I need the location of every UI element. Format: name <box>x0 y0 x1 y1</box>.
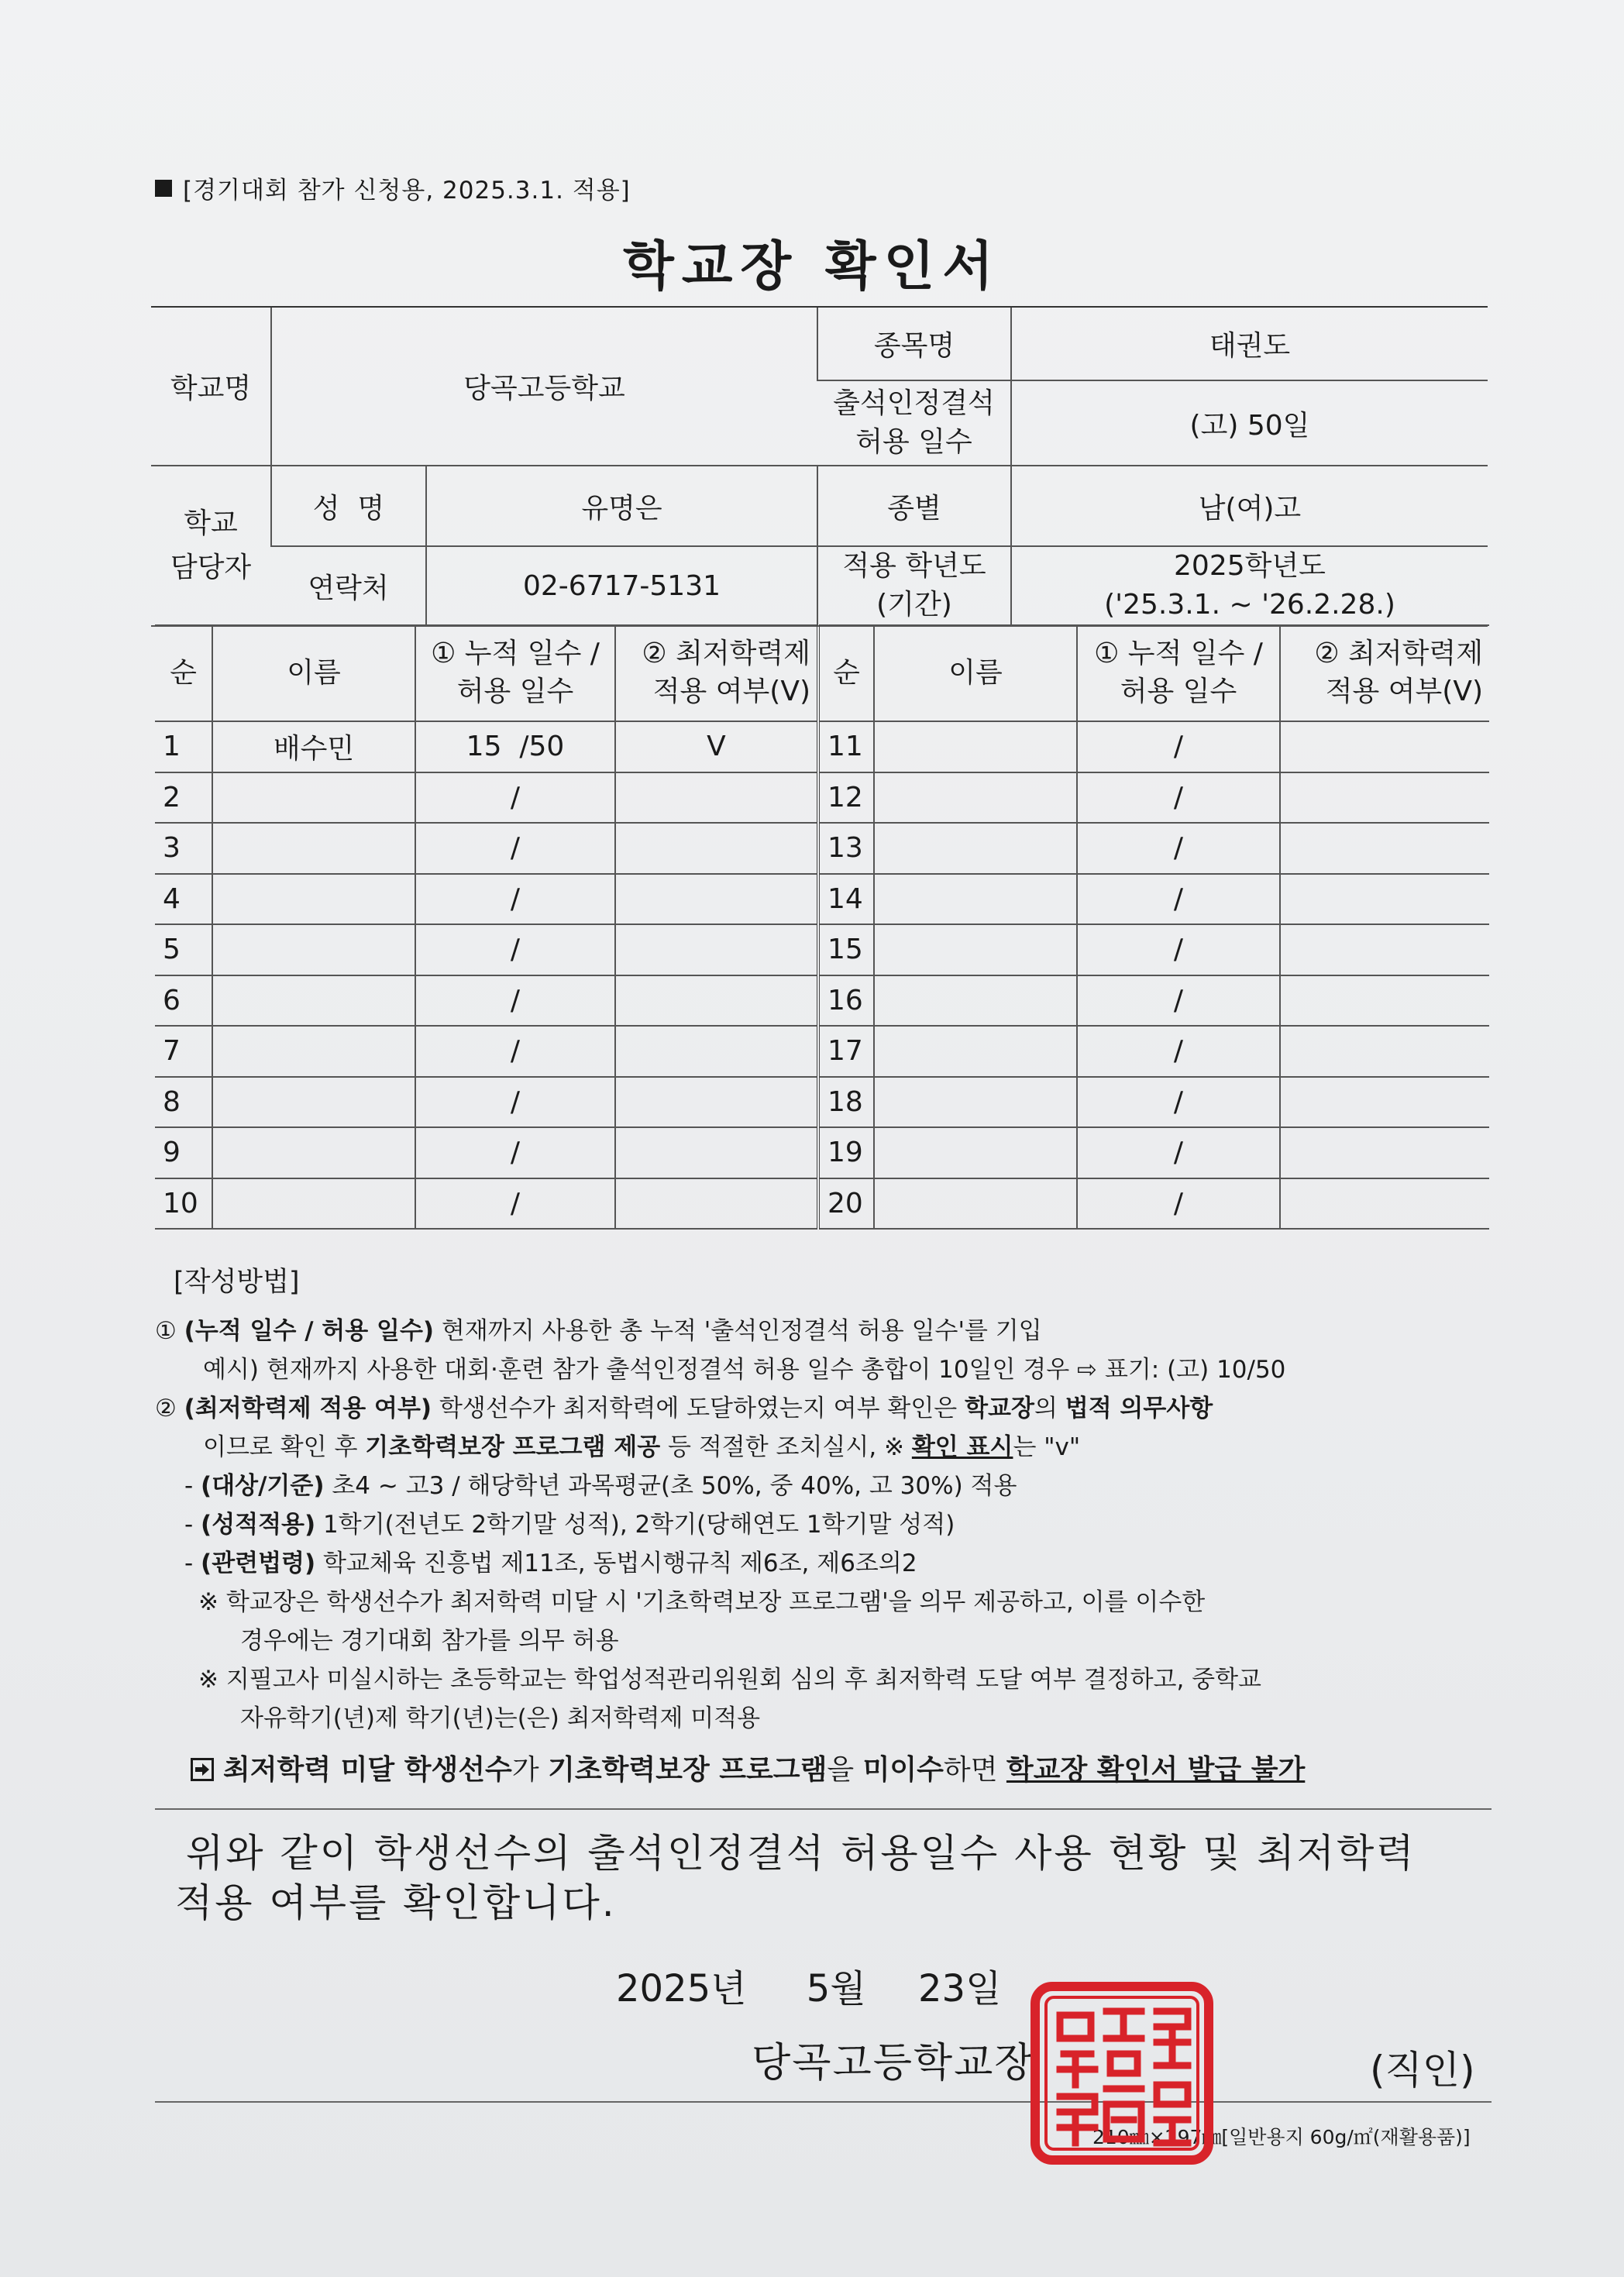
row-name <box>874 874 1077 925</box>
method-item2-line2 <box>203 1428 1495 1467</box>
seal-text: 당곡고등학교장 <box>1029 1980 1034 1981</box>
item2-num: ② <box>155 1395 177 1422</box>
method-item1-example: 예시) 현재까지 사용한 대회·훈련 참가 출석인정결석 허용 일수 총합이 10일인 경우 ⇨ 표기: (고) 10/50 <box>203 1356 1286 1384</box>
official-seal <box>1029 1980 1215 2166</box>
row-days: / <box>1077 823 1280 874</box>
sub3-bold: (관련법령) <box>201 1550 316 1577</box>
row-name <box>212 1178 415 1230</box>
header-min-line2: 적용 여부(V) <box>1325 676 1483 707</box>
event-value: 태권도 <box>1011 307 1488 380</box>
row-days: / <box>1077 1077 1280 1128</box>
header-min-line1: ② 최저학력제 <box>642 638 810 670</box>
school-info-table <box>151 306 1488 627</box>
gender-label: 종별 <box>817 466 1011 546</box>
contact-label: 연락처 <box>271 546 426 626</box>
gender-value: 남(여)고 <box>1011 466 1488 546</box>
method-note1-line1: ※ 학교장은 학생선수가 최저학력 미달 시 '기초학력보장 프로그램'을 의무 제공하고, 이를 이수한 <box>198 1588 1206 1616</box>
allowed-days-value: (고) 50일 <box>1011 380 1488 466</box>
row-days: 15 /50 <box>415 721 615 772</box>
table-row <box>155 1026 1489 1077</box>
table-row <box>155 975 1489 1027</box>
row-days: / <box>1077 1178 1280 1230</box>
row-days: / <box>415 1077 615 1128</box>
row-no: 19 <box>818 1127 874 1178</box>
header-days-line1: ① 누적 일수 / <box>1094 638 1263 670</box>
method-sub3 <box>184 1544 1495 1583</box>
method-note2-line2: 자유학기(년)제 학기(년)는(은) 최저학력제 미적용 <box>240 1704 761 1732</box>
table-row <box>155 924 1489 975</box>
warning-b: 가 <box>511 1754 549 1786</box>
row-check <box>1280 1127 1489 1178</box>
header-min-left <box>615 625 818 721</box>
footer-divider <box>155 2101 1492 2103</box>
row-check <box>1280 924 1489 975</box>
row-days: / <box>1077 1026 1280 1077</box>
row-name <box>874 1077 1077 1128</box>
row-no: 2 <box>155 772 212 824</box>
row-name: 배수민 <box>212 721 415 772</box>
row-check <box>615 1026 818 1077</box>
manager-label-line2: 담당자 <box>170 552 252 584</box>
row-name <box>874 721 1077 772</box>
row-days: / <box>1077 874 1280 925</box>
page-title: 학교장 확인서 <box>623 236 1001 298</box>
row-no: 4 <box>155 874 212 925</box>
row-no: 20 <box>818 1178 874 1230</box>
row-days: / <box>415 874 615 925</box>
row-no: 8 <box>155 1077 212 1128</box>
item1-bold: (누적 일수 / 허용 일수) <box>184 1317 435 1345</box>
section-divider <box>155 1808 1492 1810</box>
sub1-bold: (대상/기준) <box>201 1472 325 1500</box>
row-no: 3 <box>155 823 212 874</box>
row-check <box>615 1077 818 1128</box>
date-month: 5월 <box>806 1967 866 2010</box>
item2-b1: 학교장 <box>965 1395 1034 1422</box>
row-check <box>1280 823 1489 874</box>
row-no: 18 <box>818 1077 874 1128</box>
row-check <box>615 975 818 1027</box>
year-label <box>817 546 1011 626</box>
warning-f: 하면 <box>943 1754 1006 1786</box>
roster-body <box>155 721 1489 1229</box>
school-name: 당곡고등학교 <box>271 307 817 466</box>
year-value <box>1011 546 1488 626</box>
row-check <box>1280 1178 1489 1230</box>
row-name <box>874 772 1077 824</box>
row-no: 17 <box>818 1026 874 1077</box>
header-days-line2: 허용 일수 <box>1120 676 1237 707</box>
row-no: 1 <box>155 721 212 772</box>
row-days: / <box>1077 772 1280 824</box>
year-value-line2: ('25.3.1. ~ '26.2.28.) <box>1104 589 1395 621</box>
row-days: / <box>1077 975 1280 1027</box>
row-no: 12 <box>818 772 874 824</box>
name-label: 성 명 <box>271 466 426 546</box>
header-name-right: 이름 <box>874 625 1077 721</box>
warning-a: 최저학력 미달 학생선수 <box>223 1754 512 1786</box>
confirm-line2: 적용 여부를 확인합니다. <box>175 1880 617 1925</box>
signer-name: 당곡고등학교장 <box>752 2040 1035 2086</box>
row-check <box>1280 1077 1489 1128</box>
manager-label <box>151 466 271 626</box>
method-warning <box>191 1749 1495 1792</box>
table-row <box>155 1127 1489 1178</box>
header-no-left: 순 <box>155 625 212 721</box>
event-label: 종목명 <box>817 307 1011 380</box>
row-no: 9 <box>155 1127 212 1178</box>
table-row <box>155 721 1489 772</box>
row-days: / <box>1077 924 1280 975</box>
item2-text-a: 학생선수가 최저학력에 도달하였는지 여부 확인은 <box>432 1395 965 1422</box>
method-item2 <box>155 1389 1495 1428</box>
row-name <box>212 924 415 975</box>
row-name <box>212 1026 415 1077</box>
year-label-line2: (기간) <box>876 589 952 621</box>
row-no: 11 <box>818 721 874 772</box>
warning-d: 을 <box>827 1754 863 1786</box>
row-check <box>615 874 818 925</box>
row-check <box>1280 721 1489 772</box>
sub2-dash: - <box>184 1511 201 1539</box>
method-sub1 <box>184 1467 1495 1505</box>
warning-g: 학교장 확인서 발급 불가 <box>1006 1754 1306 1786</box>
row-name <box>874 924 1077 975</box>
row-days: / <box>415 975 615 1027</box>
table-row <box>155 874 1489 925</box>
item2-b2: 법적 의무사항 <box>1065 1395 1213 1422</box>
item2-text-b: 의 <box>1034 1395 1065 1422</box>
method-note1-line2: 경우에는 경기대회 참가를 의무 허용 <box>240 1627 619 1655</box>
row-name <box>874 1178 1077 1230</box>
row-no: 7 <box>155 1026 212 1077</box>
method-item1 <box>155 1312 1495 1350</box>
row-check <box>615 772 818 824</box>
warning-e: 미이수 <box>862 1754 944 1786</box>
school-label: 학교명 <box>151 307 271 466</box>
sub3-dash: - <box>184 1550 201 1577</box>
row-no: 16 <box>818 975 874 1027</box>
year-value-line1: 2025학년도 <box>1174 550 1326 582</box>
row-name <box>212 772 415 824</box>
issue-date <box>616 1959 1001 2012</box>
header-days-right <box>1077 625 1280 721</box>
row-check <box>615 1178 818 1230</box>
row-name <box>874 975 1077 1027</box>
row-name <box>874 1127 1077 1178</box>
row-check <box>615 823 818 874</box>
row-days: / <box>1077 721 1280 772</box>
row-name <box>874 823 1077 874</box>
row-name <box>874 1026 1077 1077</box>
sub2-text: 1학기(전년도 2학기말 성적), 2학기(당해연도 1학기말 성적) <box>315 1511 955 1539</box>
header-name-left: 이름 <box>212 625 415 721</box>
row-no: 14 <box>818 874 874 925</box>
row-name <box>212 823 415 874</box>
confirmation-text <box>175 1828 1416 1928</box>
seal-label: (직인) <box>1370 2048 1475 2093</box>
date-year: 2025년 <box>616 1967 747 2010</box>
table-row <box>155 1077 1489 1128</box>
row-no: 10 <box>155 1178 212 1230</box>
square-bullet-icon <box>155 180 172 197</box>
sub2-bold: (성적적용) <box>201 1511 316 1539</box>
row-name <box>212 1077 415 1128</box>
manager-label-line1: 학교 <box>184 507 238 539</box>
sub1-dash: - <box>184 1472 201 1500</box>
row-days: / <box>415 772 615 824</box>
arrow-box-icon <box>191 1758 214 1781</box>
method-heading: [작성방법] <box>174 1267 300 1298</box>
row-check <box>1280 874 1489 925</box>
table-row <box>155 1178 1489 1230</box>
header-days-left <box>415 625 615 721</box>
header-min-right <box>1280 625 1489 721</box>
row-days: / <box>415 1178 615 1230</box>
row-check <box>1280 772 1489 824</box>
header-days-line2: 허용 일수 <box>456 676 574 707</box>
year-label-line1: 적용 학년도 <box>842 550 986 582</box>
row-no: 13 <box>818 823 874 874</box>
method-sub2 <box>184 1505 1495 1544</box>
item2-line2-d: 확인 표시 <box>911 1433 1013 1461</box>
allowed-days-label <box>817 380 1011 466</box>
row-name <box>212 1127 415 1178</box>
table-row <box>155 823 1489 874</box>
student-roster-table <box>155 624 1489 1230</box>
row-check <box>1280 1026 1489 1077</box>
date-day: 23일 <box>917 1967 1002 2010</box>
sub3-text: 학교체육 진흥법 제11조, 동법시행규칙 제6조, 제6조의2 <box>315 1550 917 1577</box>
header-min-line2: 적용 여부(V) <box>652 676 810 707</box>
row-no: 6 <box>155 975 212 1027</box>
paper-spec: 210㎜×297㎜[일반용지 60g/㎡(재활용품)] <box>1092 2126 1471 2148</box>
row-check <box>615 1127 818 1178</box>
item2-line2-a: 이므로 확인 후 <box>203 1433 366 1461</box>
row-days: / <box>1077 1127 1280 1178</box>
row-days: / <box>415 1127 615 1178</box>
row-days: / <box>415 823 615 874</box>
item1-text: 현재까지 사용한 총 누적 '출석인정결석 허용 일수'를 기입 <box>434 1317 1042 1345</box>
row-check <box>1280 975 1489 1027</box>
row-check <box>615 924 818 975</box>
sub1-text: 초4 ~ 고3 / 해당학년 과목평균(초 50%, 중 40%, 고 30%) 적용 <box>324 1472 1017 1500</box>
contact-value: 02-6717-5131 <box>426 546 817 626</box>
row-days: / <box>415 1026 615 1077</box>
header-note-text: [경기대회 참가 신청용, 2025.3.1. 적용] <box>183 177 631 205</box>
item2-line2-b: 기초학력보장 프로그램 제공 <box>365 1433 661 1461</box>
item2-line2-c: 등 적절한 조치실시, ※ <box>660 1433 912 1461</box>
confirm-line1: 위와 같이 학생선수의 출석인정결석 허용일수 사용 현황 및 최저학력 <box>186 1831 1416 1876</box>
row-name <box>212 874 415 925</box>
header-note <box>155 170 631 205</box>
header-days-line1: ① 누적 일수 / <box>431 638 600 670</box>
name-value: 유명은 <box>426 466 817 546</box>
row-name <box>212 975 415 1027</box>
row-days: / <box>415 924 615 975</box>
method-section <box>155 1259 1495 1792</box>
header-min-line1: ② 최저학력제 <box>1314 638 1483 670</box>
row-no: 15 <box>818 924 874 975</box>
table-row <box>155 772 1489 824</box>
item2-bold: (최저학력제 적용 여부) <box>184 1395 432 1422</box>
row-check: V <box>615 721 818 772</box>
allowed-days-label-line1: 출석인정결석 <box>833 387 995 419</box>
method-note2-line1: ※ 지필고사 미실시하는 초등학교는 학업성적관리위원회 심의 후 최저학력 도달 여부 결정하고, 중학교 <box>198 1666 1262 1694</box>
warning-c: 기초학력보장 프로그램 <box>548 1754 827 1786</box>
item1-num: ① <box>155 1317 177 1345</box>
allowed-days-label-line2: 허용 일수 <box>855 426 972 458</box>
row-no: 5 <box>155 924 212 975</box>
item2-line2-e: 는 "v" <box>1013 1433 1081 1461</box>
header-no-right: 순 <box>818 625 874 721</box>
